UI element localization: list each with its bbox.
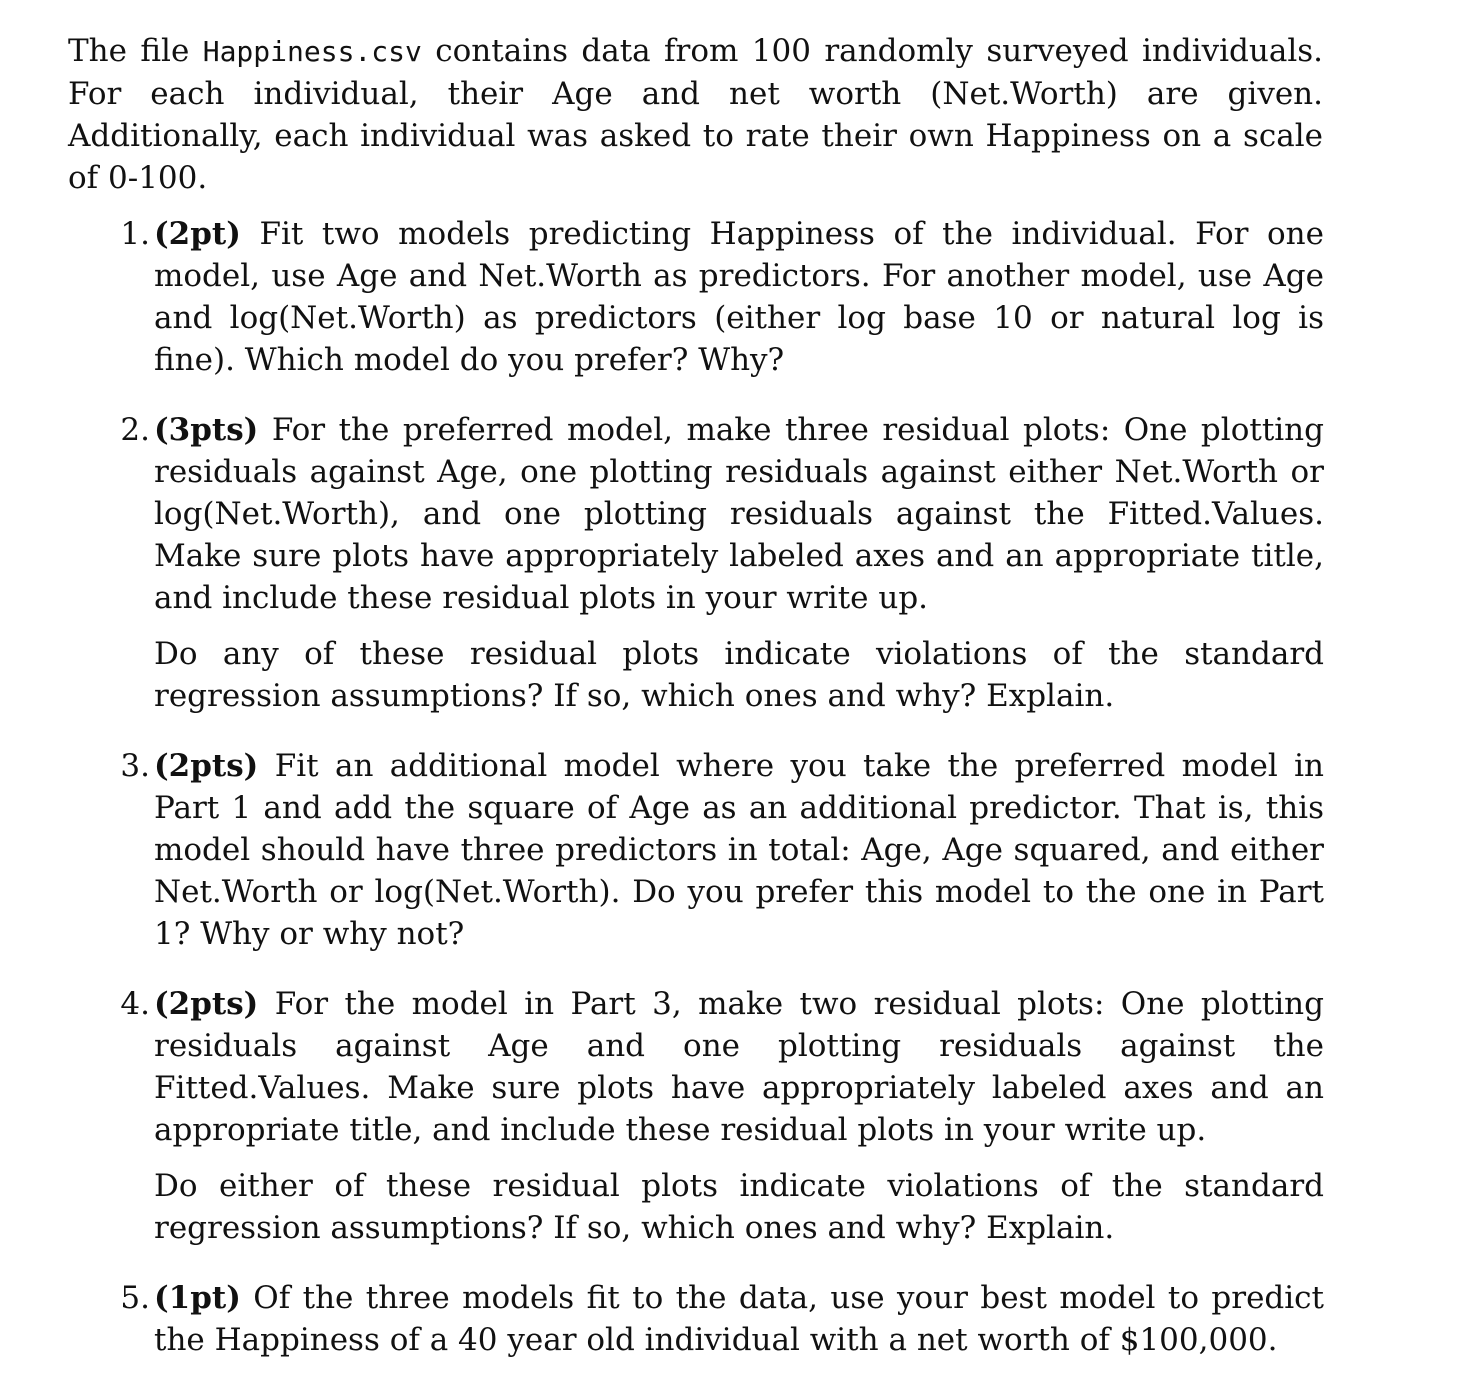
- problem-2: [68, 409, 1428, 717]
- problem-body: For the preferred model, make three residual plots: One plotting residuals against Age, one plotting residuals against either Net.Worth or log(Net.Worth), and one plotting residuals against the Fitted.Values. Make sure plots have appropriately labeled axes and an appropriate title, and include these residual plots in your write up.: [154, 412, 1324, 616]
- problem-points: (2pts): [154, 986, 259, 1022]
- problem-body: Fit an additional model where you take the preferred model in Part 1 and add the square of Age as an additional predictor. That is, this model should have three predictors in total: Age, Age squared, and either Net.Worth or log(Net.Worth). Do you prefer this model to the one in Part 1? Why or why not?: [154, 748, 1324, 952]
- problem-followup: Do either of these residual plots indicate violations of the standard regression assumptions? If so, which ones and why? Explain.: [154, 1168, 1324, 1246]
- problem-points: (1pt): [154, 1280, 241, 1316]
- problem-body: Fit two models predicting Happiness of the individual. For one model, use Age and Net.Worth as predictors. For another model, use Age and log(Net.Worth) as predictors (either log base 10 or natural log is fine). Which model do you prefer? Why?: [154, 216, 1324, 378]
- problem-body: Of the three models fit to the data, use your best model to predict the Happiness of a 40 year old individual with a net worth of $100,000.: [154, 1280, 1324, 1358]
- assignment-page: [68, 30, 1428, 1389]
- problem-number: 1.: [120, 216, 150, 252]
- problem-list: [68, 213, 1428, 1361]
- problem-text: [154, 1277, 1324, 1361]
- intro-text-after: contains data from 100 randomly surveyed individuals. For each individual, their Age and net worth (Net.Worth) are given. Additionally, each individual was asked to rate their own Happiness on a scale of 0-100.: [68, 33, 1324, 196]
- problem-number: 2.: [120, 412, 150, 448]
- problem-number: 4.: [120, 986, 150, 1022]
- problem-text: [154, 213, 1324, 381]
- problem-points: (2pts): [154, 748, 259, 784]
- problem-body: For the model in Part 3, make two residual plots: One plotting residuals against Age and one plotting residuals against the Fitted.Values. Make sure plots have appropriately labeled axes and an appropriate title, and include these residual plots in your write up.: [154, 986, 1324, 1148]
- problem-5: [68, 1277, 1428, 1361]
- problem-1: [68, 213, 1428, 381]
- problem-4: [68, 983, 1428, 1249]
- problem-points: (2pt): [154, 216, 241, 252]
- problem-3: [68, 745, 1428, 955]
- problem-number: 5.: [120, 1280, 150, 1316]
- intro-paragraph: [68, 30, 1323, 199]
- filename: Happiness.csv: [202, 35, 422, 68]
- intro-text-before: The file: [68, 33, 203, 69]
- problem-text: [154, 983, 1324, 1151]
- problem-points: (3pts): [154, 412, 259, 448]
- problem-followup: Do any of these residual plots indicate violations of the standard regression assumptions? If so, which ones and why? Explain.: [154, 636, 1324, 714]
- problem-text: [154, 745, 1324, 955]
- problem-text: [154, 409, 1324, 619]
- problem-number: 3.: [120, 748, 150, 784]
